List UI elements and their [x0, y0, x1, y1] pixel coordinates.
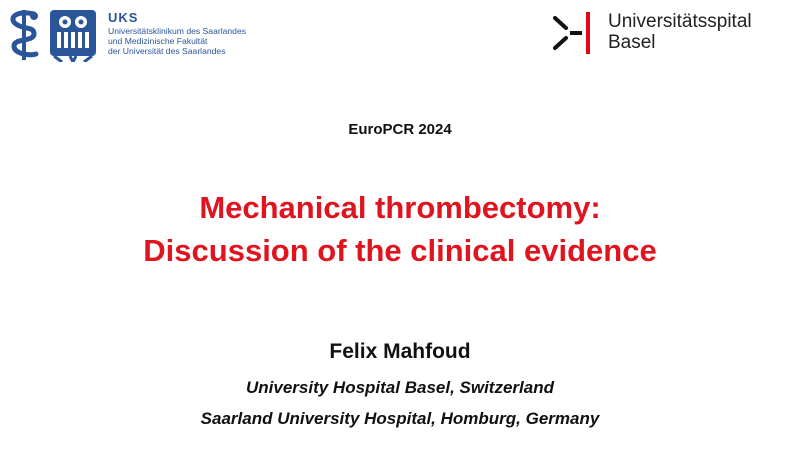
- usb-line-1: Universitätsspital: [608, 11, 752, 32]
- title-line-2: Discussion of the clinical evidence: [143, 233, 657, 268]
- aesculap-staff-icon: [4, 8, 44, 62]
- uks-line-2: und Medizinische Fakultät: [108, 36, 208, 46]
- slide-title: [0, 186, 800, 272]
- conference-label: EuroPCR 2024: [348, 121, 452, 138]
- uks-text-block: [108, 11, 246, 56]
- title-line-1: Mechanical thrombectomy:: [199, 190, 601, 225]
- uks-line-1: Universitätsklinikum des Saarlandes: [108, 26, 247, 36]
- university-seal-icon: [48, 8, 98, 62]
- affiliation-1: University Hospital Basel, Switzerland: [246, 378, 554, 397]
- usb-logo: [552, 10, 788, 56]
- basel-cross-icon: [552, 12, 604, 54]
- uks-logo: [4, 8, 274, 64]
- usb-line-2: Basel: [608, 32, 656, 53]
- affiliation-2: Saarland University Hospital, Homburg, Germany: [200, 409, 600, 428]
- usb-name: [608, 11, 752, 53]
- uks-line-3: der Universität des Saarlandes: [108, 46, 226, 56]
- uks-abbreviation: UKS: [108, 10, 139, 25]
- author-name: Felix Mahfoud: [329, 340, 471, 363]
